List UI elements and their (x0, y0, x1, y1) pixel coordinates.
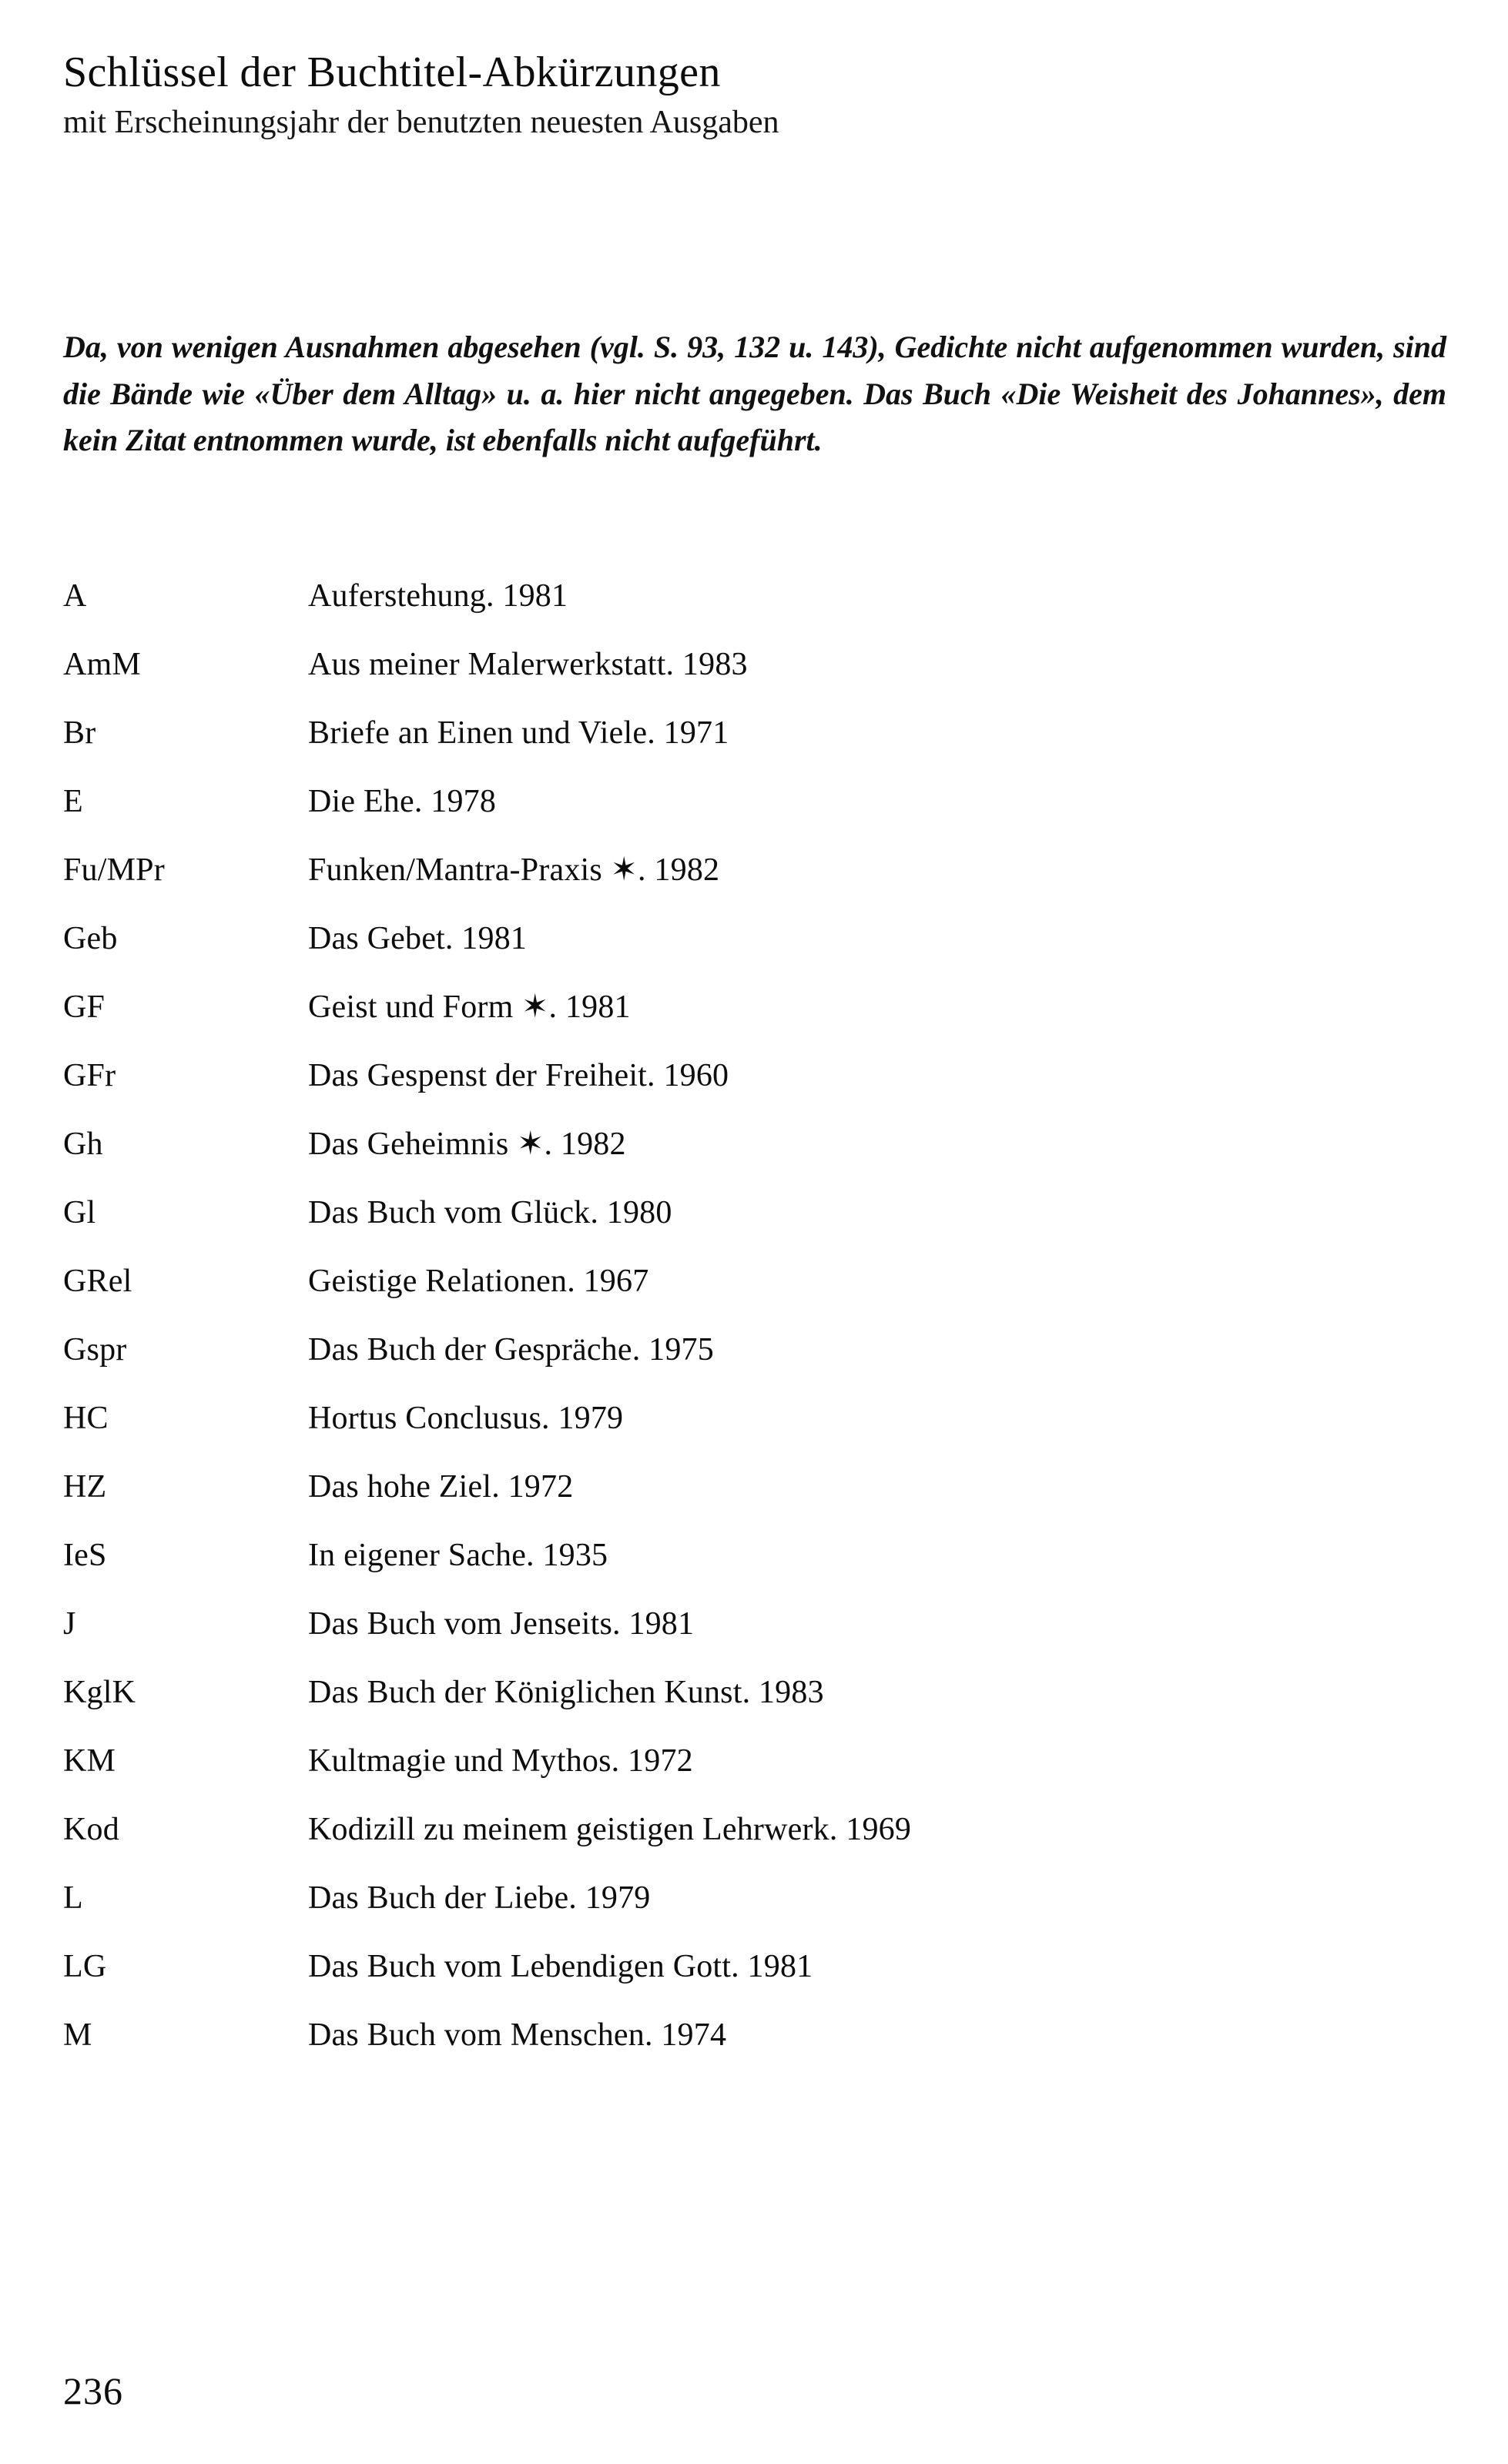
abbreviation-key: Gspr (63, 1332, 127, 1368)
list-item (63, 1195, 1446, 1264)
abbreviation-key: Br (63, 715, 96, 752)
abbreviation-title: Das Buch der Gespräche. 1975 (308, 1332, 714, 1368)
abbreviation-list (63, 578, 1446, 2086)
list-item (63, 1332, 1446, 1401)
abbreviation-key: Gh (63, 1127, 103, 1163)
list-item (63, 1606, 1446, 1675)
abbreviation-title: Das Buch vom Jenseits. 1981 (308, 1606, 695, 1642)
abbreviation-key: GF (63, 989, 106, 1026)
abbreviation-title: Kodizill zu meinem geistigen Lehrwerk. 1969 (308, 1812, 912, 1848)
intro-paragraph: Da, von wenigen Ausnahmen abgesehen (vgl. S. 93, 132 u. 143), Gedichte nicht aufgenommen wurden, sind die Bände wie «Über dem Alltag» u. a. hier nicht angegeben. Das Buch «Die Weisheit des Johannes», dem kein Zitat entnommen wurde, ist ebenfalls nicht aufgeführt. (63, 329, 1446, 458)
list-item (63, 1812, 1446, 1880)
abbreviation-title: Geist und Form ✶. 1981 (308, 989, 631, 1026)
abbreviation-title: Das Buch vom Glück. 1980 (308, 1195, 672, 1231)
list-item (63, 1127, 1446, 1195)
abbreviation-key: E (63, 784, 83, 820)
abbreviation-key: HC (63, 1401, 109, 1437)
abbreviation-title: Die Ehe. 1978 (308, 784, 497, 820)
abbreviation-key: HZ (63, 1469, 107, 1505)
abbreviation-key: Fu/MPr (63, 852, 165, 889)
list-item (63, 784, 1446, 852)
abbreviation-key: A (63, 578, 87, 614)
abbreviation-title: Das Buch der Liebe. 1979 (308, 1880, 651, 1917)
abbreviation-key: IeS (63, 1538, 107, 1574)
abbreviation-title: Das Geheimnis ✶. 1982 (308, 1127, 626, 1163)
abbreviation-key: KM (63, 1743, 116, 1779)
abbreviation-title: Briefe an Einen und Viele. 1971 (308, 715, 729, 752)
abbreviation-title: Das Buch vom Lebendigen Gott. 1981 (308, 1949, 813, 1985)
abbreviation-title: Das Gespenst der Freiheit. 1960 (308, 1058, 729, 1094)
abbreviation-key: GFr (63, 1058, 116, 1094)
abbreviation-title: Kultmagie und Mythos. 1972 (308, 1743, 693, 1779)
abbreviation-title: Funken/Mantra-Praxis ✶. 1982 (308, 852, 720, 889)
list-item (63, 1469, 1446, 1538)
page-title: Schlüssel der Buchtitel-Abkürzungen (63, 49, 721, 96)
abbreviation-key: J (63, 1606, 76, 1642)
abbreviation-title: Auferstehung. 1981 (308, 578, 568, 614)
abbreviation-key: LG (63, 1949, 107, 1985)
abbreviation-title: Das Buch vom Menschen. 1974 (308, 2017, 727, 2054)
abbreviation-key: Geb (63, 921, 118, 957)
page-subtitle: mit Erscheinungsjahr der benutzten neuesten Ausgaben (63, 105, 779, 141)
abbreviation-title: Aus meiner Malerwerkstatt. 1983 (308, 647, 748, 683)
abbreviation-title: Geistige Relationen. 1967 (308, 1264, 649, 1300)
abbreviation-key: L (63, 1880, 83, 1917)
list-item (63, 1264, 1446, 1332)
abbreviation-title: Das Gebet. 1981 (308, 921, 528, 957)
abbreviation-key: Kod (63, 1812, 119, 1848)
list-item (63, 1880, 1446, 1949)
abbreviation-key: KglK (63, 1675, 136, 1711)
list-item (63, 1675, 1446, 1743)
list-item (63, 715, 1446, 784)
abbreviation-title: Hortus Conclusus. 1979 (308, 1401, 624, 1437)
list-item (63, 647, 1446, 715)
list-item (63, 1743, 1446, 1812)
abbreviation-title: In eigener Sache. 1935 (308, 1538, 608, 1574)
abbreviation-title: Das Buch der Königlichen Kunst. 1983 (308, 1675, 824, 1711)
list-item (63, 1538, 1446, 1606)
abbreviation-key: GRel (63, 1264, 132, 1300)
list-item (63, 1058, 1446, 1127)
list-item (63, 921, 1446, 989)
abbreviation-key: AmM (63, 647, 141, 683)
list-item (63, 1401, 1446, 1469)
page-number: 236 (63, 2369, 123, 2412)
list-item (63, 989, 1446, 1058)
list-item (63, 852, 1446, 921)
list-item (63, 2017, 1446, 2086)
abbreviation-key: M (63, 2017, 92, 2054)
abbreviation-title: Das hohe Ziel. 1972 (308, 1469, 574, 1505)
abbreviation-key: Gl (63, 1195, 96, 1231)
list-item (63, 1949, 1446, 2017)
title-block (63, 48, 1446, 142)
list-item (63, 578, 1446, 647)
